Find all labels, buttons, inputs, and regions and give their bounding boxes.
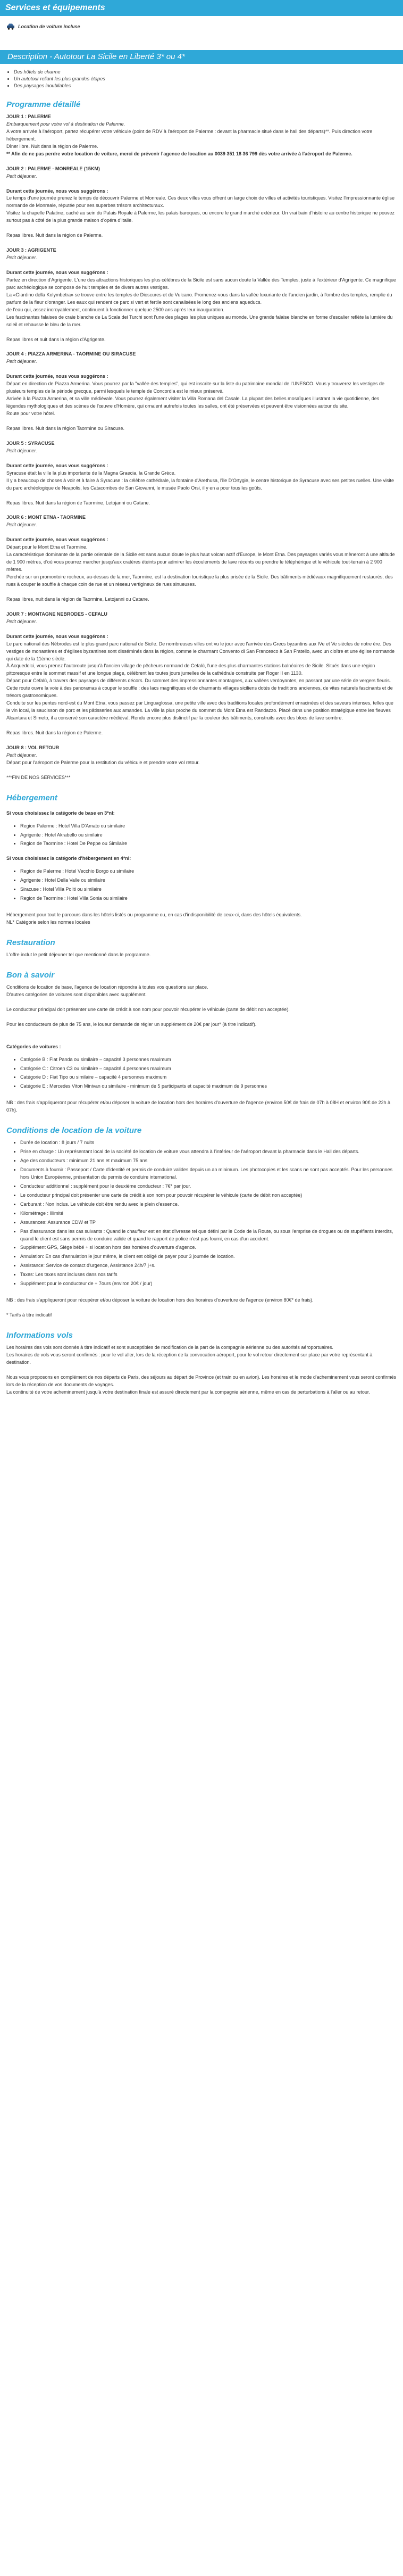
category-label: Si vous choisissez la catégorie de base en 3*nl:: [6, 810, 115, 816]
day-paragraph: Repas libres. Nuit dans la région de Taormine, Letojanni ou Catane.: [6, 500, 150, 506]
list-item: • Supplément pour le conducteur de + 7ours (environ 20€ / jour): [20, 1280, 397, 1288]
infos-paragraph: La continuité de votre acheminement jusqu'à votre destination finale est assuré directement par la compagnie aérienne, même en cas de perturbations à l'aller ou au retour.: [6, 1389, 370, 1395]
day-title: JOUR 6 : MONT ETNA - TAORMINE: [6, 515, 86, 520]
day-paragraph: Repas libres. Nuit dans la région de Palerme.: [6, 730, 103, 735]
list-item: • Kilométrage : Illimité: [20, 1210, 397, 1217]
list-item: • Pas d'assurance dans les cas suivants : Quand le chauffeur est en état d'ivresse tel que défini par le Code de la Route, ou sous l'emprise de drogues ou de stupéfiants interdits, quand le client est sans permis de conduire valide et quand le rapport de police n'est pas fourni, en cas d'un accident.: [20, 1228, 397, 1243]
list-item: • Assurances: Assurance CDW et TP: [20, 1219, 397, 1227]
day-paragraph: La «Giardino della Kolymbetra» se trouve entre les temples de Dioscures et de Vulcano. Promenez-vous dans la vallée luxuriante de l'ancien jardin, à l'ombre des temples, remplie du parfum de la fleur d'oranger. Les eaux qui rendent ce parc si vert et fertile sont canalisées le long des anciens aqueducs.: [6, 292, 392, 305]
day-subtitle: Petit déjeuner.: [6, 173, 37, 179]
hotel-list-4star: [6, 868, 397, 902]
day-paragraph: Durant cette journée, nous vous suggérons :: [6, 462, 108, 468]
day-block: [6, 514, 397, 603]
day-paragraph: Repas libres, nuit dans la région de Taormine, Letojanni ou Catane.: [6, 596, 149, 602]
list-item: • Catégorie B : Fiat Panda ou similaire – capacité 3 personnes maximum: [20, 1056, 397, 1064]
day-subtitle: Petit déjeuner.: [6, 359, 37, 365]
car-icon: [6, 23, 15, 30]
service-item-car-rental: [0, 16, 403, 37]
list-item: • Age des conducteurs : minimum 21 ans et maximum 75 ans: [20, 1157, 397, 1165]
day-paragraph: ***FIN DE NOS SERVICES***: [6, 774, 71, 780]
day-paragraph: Repas libres. Nuit dans la région Taormine ou Siracuse.: [6, 425, 124, 431]
day-paragraph: A votre arrivée à l'aéroport, partez récupérer votre véhicule (point de RDV à l'aéroport de Palerme : devant la pharmacie situé dans le hall des départs)**. Puis direction votre hébergement.: [6, 128, 373, 142]
day-subtitle: Petit déjeuner.: [6, 522, 37, 528]
day-title: JOUR 8 : VOL RETOUR: [6, 744, 60, 750]
day-block: [6, 440, 397, 507]
services-header: [0, 0, 403, 16]
day-paragraph: À Acquedolci, vous prenez l'autoroute jusqu'à l'ancien village de pêcheurs normand de Cefalù, l'une des plus charmantes stations balnéaires de Sicile. Situés dans une région pittoresque entre le sommet massif et une longue plage, célèbrent les toutes jours jumelles de la cathédrale construite par Roger II en 1130.: [6, 663, 375, 676]
day-paragraph: Durant cette journée, nous vous suggérons :: [6, 270, 108, 275]
list-item: • Le conducteur principal doit présenter une carte de crédit à son nom pour pouvoir récupérer le véhicule (carte de débit non acceptée): [20, 1192, 397, 1199]
day-paragraph: Départ pour le Mont Etna et Taormine.: [6, 544, 88, 550]
car-categories-list: [6, 1056, 397, 1091]
day-paragraph: Départ pour Cefalù, à travers des paysages de différents décors. Du sommet des impressionnantes montagnes, aux vallées verdoyantes, en passant par une série de vergers fleuris. Cette route ouvre la voie à des panoramas à couper le souffle : des lacs magnifiques et de charmants villages siciliens dotés de traditions anciennes, de vites naturels fascinants et de trésors gastronomiques.: [6, 678, 393, 699]
day-paragraph: ** Afin de ne pas perdre votre location de voiture, merci de prévenir l'agence de location au 0039 351 18 36 799 dès votre arrivée à l'aéroport de Palerme.: [6, 151, 352, 156]
day-block: [6, 744, 397, 782]
hebergement-title: Hébergement: [6, 793, 57, 802]
list-item: • Un autotour reliant les plus grandes étapes: [14, 76, 403, 81]
day-paragraph: Durant cette journée, nous vous suggérons :: [6, 537, 108, 543]
bon-paragraph: Pour les conducteurs de plus de 75 ans, le loueur demande de régler un supplément de 20€ par jour* (à titre indicatif).: [6, 1021, 257, 1027]
infos-paragraph: Les horaires des vols sont donnés à titre indicatif et sont susceptibles de modification de la part de la compagnie aérienne ou des autorités aéroportuaires.: [6, 1345, 333, 1350]
day-subtitle: Petit déjeuner.: [6, 752, 37, 758]
list-item: • Durée de location : 8 jours / 7 nuits: [20, 1139, 397, 1147]
list-item: • Assistance: Service de contact d'urgence, Assistance 24h/7 j+s.: [20, 1262, 397, 1270]
day-title: JOUR 3 : AGRIGENTE: [6, 247, 56, 253]
list-item: • Carburant : Non inclus. Le véhicule doit être rendu avec le plein d'essence.: [20, 1201, 397, 1208]
restauration-title: Restauration: [6, 938, 55, 947]
list-item: • Catégorie C : Citroen C3 ou similaire – capacité 4 personnes maximum: [20, 1065, 397, 1073]
hebergement-note2: NL* Catégorie selon les normes locales: [6, 920, 90, 925]
list-item: • Prise en charge : Un représentant local de la société de location de voiture vous attendra à l'intérieur de l'aéroport devant la pharmacie dans le Hall des départs.: [20, 1148, 397, 1156]
day-paragraph: Départ pour l'aéroport de Palerme pour la restitution du véhicule et prendre votre vol retour.: [6, 759, 200, 765]
day-paragraph: Le temps d'une journée prenez le temps de découvrir Palerme et Monreale. Ces deux villes vous offrent un large choix de villes et activités touristiques. Visitez l'impressionnante église normande de Monreale, réputée pour ses superbes trésors architecturaux.: [6, 195, 394, 209]
list-item: • Agrigente : Hotel Akrabello ou similaire: [20, 832, 397, 839]
day-paragraph: Route pour votre hôtel.: [6, 411, 55, 416]
category-label: Si vous choisissez la catégorie d'hébergement en 4*nl:: [6, 856, 131, 862]
list-item: • Des hôtels de charme: [14, 69, 403, 74]
restauration-content: [0, 951, 403, 959]
bon-nb: NB : des frais s'appliqueront pour récupérer et/ou déposer la voiture de location hors des horaires d'ouverture de l'agence (environ 50€ de frais de 07h à 08H et environ 90€ de 22h à 07h).: [6, 1100, 391, 1113]
conditions-list: [6, 1139, 397, 1288]
day-paragraph: Le parc national des Nébrodes est le plus grand parc national de Sicile. De nombreuses villes ont vu le jour avec l'arrivée des Grecs byzantins aux IVe et Ve siècles de notre ère. Des vestiges de monastères et d'églises byzantines sont disséminés dans la région, comme le charmant Convento di San Francesco à San Fratello, avec un cloître et une église normande qui date de la 11ème siècle.: [6, 641, 395, 661]
description-header: [0, 50, 403, 64]
programme-content: [0, 113, 403, 782]
hotel-list-3star: [6, 823, 397, 848]
day-paragraph: de l'eau qui, assez incroyablement, continuent à fonctionner quelque 2500 ans après leur inauguration.: [6, 307, 224, 312]
day-subtitle: Petit déjeuner.: [6, 618, 37, 624]
list-item: • Region de Taormine : Hotel Villa Sonia ou similaire: [20, 895, 397, 902]
list-item: • Des paysages inoubliables: [14, 83, 403, 88]
bon-paragraph: D'autres catégories de voitures sont disponibles avec supplément.: [6, 991, 147, 997]
day-paragraph: Départ en direction de Piazza Armerina. Vous pourrez par la "vallée des temples", qui est inscrite sur la liste du patrimoine mondial de l'UNESCO. Vous y trouverez les vestiges de plusieurs temples de la période grecque, parmi lesquels le temple de Concordia est le mieux préservé.: [6, 381, 384, 394]
day-paragraph: Syracuse était la ville la plus importante de la Magna Graecia, la Grande Grèce.: [6, 470, 176, 476]
list-item: • Region Palerme : Hotel Villa D'Amato ou similaire: [20, 823, 397, 830]
day-title: JOUR 4 : PIAZZA ARMERINA - TAORMINE OU SIRACUSE: [6, 351, 136, 357]
hebergement-note: Hébergement pour tout le parcours dans les hôtels listés ou programme ou, en cas d'indisponibilité de ceux-ci, dans des hôtels équivalents.: [6, 912, 302, 918]
day-block: [6, 165, 397, 240]
list-item: • Taxes: Les taxes sont incluses dans nos tarifs: [20, 1271, 397, 1279]
day-paragraph: Conduite sur les pentes nord-est du Mont Etna, vous passez par Linguaglossa, une petite ville avec des traditions locales profondément enracinées et des saveurs intenses, telles que le vin local, la saucisson de porc et les pâtisseries aux amandes. La ville la plus proche du sommet du Mont Etna est Randazzo. Placé dans une position stratégique entre les fleuves Alcantara et Simeto, il a conservé son caractère médiéval. Rendu encore plus distinctif par la couleur des bâtiments, construits avec des blocs de lave sombre.: [6, 700, 393, 720]
list-item: • Documents à fournir : Passeport / Carte d'identité et permis de conduire valides depuis un an minimum. Les photocopies et les scans ne sont pas acceptés. Pour les personnes hors Union Européenne, présentation du permis de conduire international.: [20, 1166, 397, 1181]
day-subtitle: Embarquement pour votre vol à destination de Palerme.: [6, 121, 125, 127]
day-block: [6, 351, 397, 432]
infos-content: [0, 1344, 403, 1396]
infos-paragraph: Les horaires de vols vous seront confirmés : pour le vol aller, lors de la réception de la convocation aéroport, pour le vol retour directement sur place par votre représentant à destination.: [6, 1352, 373, 1365]
infos-paragraph: Nous vous proposons en complément de nos départs de Paris, des séjours au départ de Province (et train ou en avion). Les horaires et le mode d'acheminement vous seront confirmés lors de la réception de vos documents de voyages.: [6, 1374, 397, 1387]
day-subtitle: Petit déjeuner.: [6, 255, 37, 261]
conditions-note: * Tarifs à titre indicatif: [6, 1312, 52, 1318]
day-paragraph: Il y a beaucoup de choses à voir et à faire à Syracuse : la célèbre cathédrale, la fontaine d'Arethusa, l'île D'Ortygie, le centre historique de Syracuse avec ses petites ruelles. Une visite du parc archéologique de Neapolis, les Catacombes de San Giovanni, le musée Paolo Orsi, il y en a pour tous les goûts.: [6, 477, 394, 491]
day-paragraph: Partez en direction d'Agrigente. L'une des attractions historiques les plus célèbres de la Sicile est sans aucun doute la Vallée des Temples, juste à l'extérieur d'Agrigente. Ce magnifique parc archéologique se compose de huit temples et de divers autres vestiges.: [6, 277, 396, 290]
list-item: • Annulation: En cas d'annulation le jour même, le client est obligé de payer pour 3 journée de location.: [20, 1253, 397, 1261]
day-paragraph: La caractéristique dominante de la partie orientale de la Sicile est sans aucun doute le plus haut volcan actif d'Europe, le Mont Etna. Des paysages variés vous mèneront à une altitude de 1 900 mètres, d'où vous pourrez marcher jusqu'aux cratères éteints pour admirer les écoulements de lave récents ou prendre le téléphérique et le véhicule tout-terrain à 2 900 mètres.: [6, 552, 395, 573]
list-item: • Catégorie D : Fiat Tipo ou similaire – capacité 4 personnes maximum: [20, 1074, 397, 1081]
bon-content: [0, 984, 403, 1114]
list-item: • Conducteur additionnel : supplément pour le deuxième conducteur : 7€* par jour.: [20, 1183, 397, 1190]
list-item: • Catégorie E : Mercedes Viton Minivan ou similaire - minimum de 5 participants et capacité maximum de 9 personnes: [20, 1083, 397, 1090]
day-title: JOUR 5 : SYRACUSE: [6, 440, 55, 446]
day-paragraph: Perchée sur un promontoire rocheux, au-dessus de la mer, Taormine, est la destination touristique la plus prisée de la Sicile. Des bâtiments médiévaux magnifiquement restaurés, des rues à couper le souffle à chaque coin de rue et un réseau vertigineux de rues sinueuses.: [6, 574, 393, 587]
day-block: [6, 247, 397, 343]
infos-title: Informations vols: [6, 1331, 73, 1340]
bon-paragraph: Conditions de location de base, l'agence de location répondra à toutes vos questions sur place.: [6, 984, 208, 990]
conditions-content: [0, 1139, 403, 1319]
day-paragraph: Repas libres et nuit dans la région d'Agrigente.: [6, 336, 106, 342]
conditions-nb: NB : des frais s'appliqueront pour récupérer et/ou déposer la voiture de location hors des horaires d'ouverture de l'agence (environ 80€* de frais).: [6, 1297, 314, 1303]
conditions-title: Conditions de location de la voiture: [6, 1126, 142, 1136]
day-block: [6, 611, 397, 737]
day-paragraph: Durant cette journée, nous vous suggérons :: [6, 374, 108, 379]
bon-paragraph: Le conducteur principal doit présenter une carte de crédit à son nom pour pouvoir récupérer le véhicule (carte de débit non acceptée).: [6, 1006, 290, 1012]
description-title: Description - Autotour La Sicile en Liberté 3* ou 4*: [7, 52, 185, 61]
list-item: • Agrigente : Hotel Della Valle ou similaire: [20, 877, 397, 884]
list-item: • Region de Palerme : Hotel Vecchio Borgo ou similaire: [20, 868, 397, 875]
list-item: • Supplément GPS, Siège bébé + si location hors des horaires d'ouverture d'agence.: [20, 1244, 397, 1252]
restauration-text: L'offre inclut le petit déjeuner tel que mentionné dans le programme.: [6, 951, 151, 957]
hebergement-content: [0, 810, 403, 926]
day-title: JOUR 7 : MONTAGNE NEBRODES - CEFALU: [6, 611, 107, 617]
day-paragraph: Repas libres. Nuit dans la région de Palerme.: [6, 233, 103, 238]
day-subtitle: Petit déjeuner.: [6, 448, 37, 453]
service-label: Location de voiture incluse: [18, 24, 80, 29]
day-paragraph: Dîner libre. Nuit dans la région de Palerme.: [6, 143, 98, 149]
day-title: JOUR 2 : PALERME - MONREALE (15KM): [6, 165, 100, 171]
programme-title: Programme détaillé: [6, 100, 81, 109]
services-title: Services et équipements: [5, 3, 105, 12]
day-paragraph: Durant cette journée, nous vous suggérons :: [6, 188, 108, 194]
day-paragraph: Visitez la chapelle Palatine, caché au sein du Palais Royale à Palerme, les palais baroques, ou encore le grand marché extérieur. Un vrai bain d'histoire au centre historique ne pouvez surtout pas à côté de la plus grande maison d'opéra d'Italie.: [6, 210, 394, 223]
description-bullets: [0, 69, 403, 88]
day-title: JOUR 1 : PALERME: [6, 114, 51, 119]
list-item: • Siracuse : Hotel Villa Politi ou similaire: [20, 886, 397, 893]
day-paragraph: Durant cette journée, nous vous suggérons :: [6, 633, 108, 639]
car-categories-label: Catégories de voitures :: [6, 1043, 61, 1049]
day-paragraph: Arrivée à la Piazza Armerina, et sa ville médiévale. Vous pourrez également visiter la Villa Romana del Casale. La plupart des belles mosaïques illustrant la vie quotidienne, des légendes mythologiques et des scènes de l'œuvre d'Homère, qui ornaient autrefois toutes les salles, ont été préservées et peuvent être visionnées autour du site.: [6, 396, 380, 409]
day-block: [6, 113, 397, 158]
bon-title: Bon à savoir: [6, 970, 55, 980]
list-item: • Region de Taormine : Hotel De Peppe ou Similaire: [20, 840, 397, 848]
day-paragraph: Les fascinantes falaises de craie blanche de La Scala dei Turchi sont l'une des plages les plus uniques au monde. Une grande falaise blanche en forme d'escalier reflète la lumière du soleil et rehausse le bleu de la mer.: [6, 314, 393, 327]
